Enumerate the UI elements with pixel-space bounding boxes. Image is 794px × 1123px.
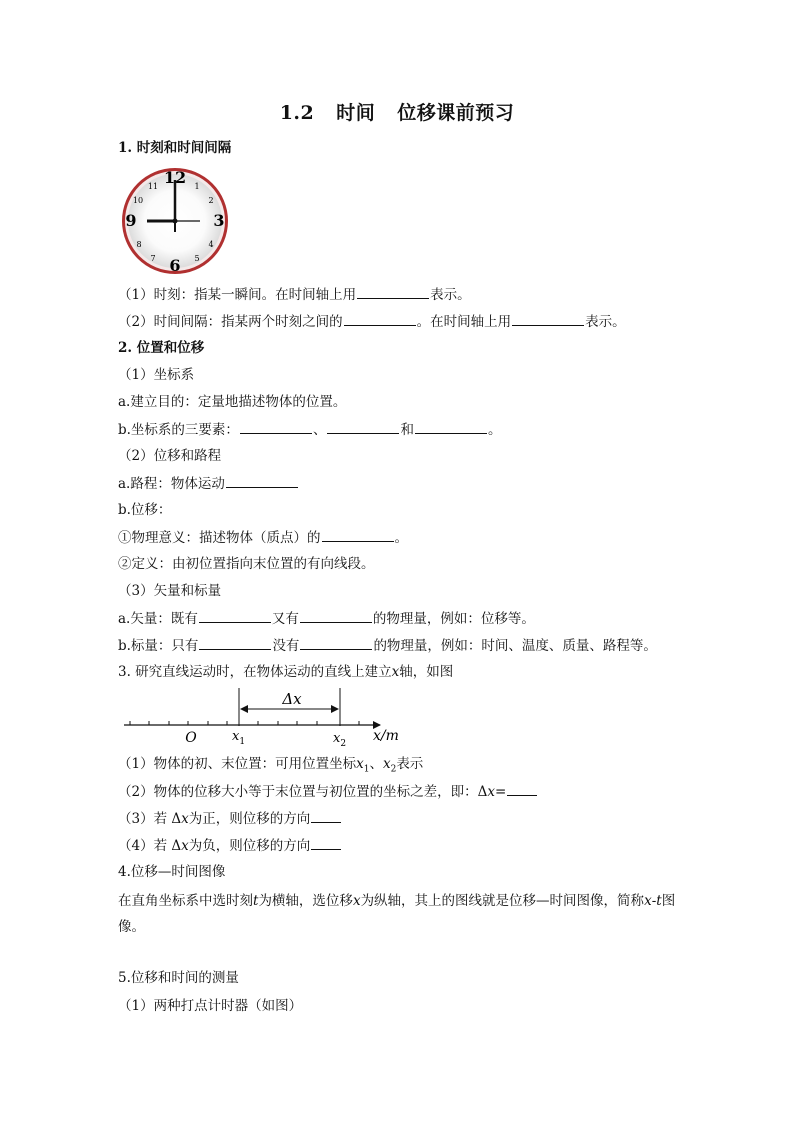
s2-sub3: （3）矢量和标量 [118, 583, 222, 599]
clock-numeral-1: 1 [194, 182, 200, 191]
s1-line-moment: （1）时刻：指某一瞬间。在时间轴上用 表示。 [118, 284, 471, 305]
s2-c2: ②定义：由初位置指向末位置的有向线段。 [118, 556, 375, 572]
s2-b2: b.位移： [118, 502, 172, 518]
axis-unit-label: x/m [373, 728, 399, 744]
s2-a2: a.路程：物体运动 [118, 473, 299, 494]
answer-blank[interactable] [311, 808, 341, 823]
clock-numeral-5: 5 [194, 254, 200, 263]
x2-label: $x_2$ [333, 731, 347, 748]
x1-label: $x_1$ [232, 729, 246, 747]
clock-numeral-6: 6 [169, 256, 181, 275]
section-1-heading: 1. 时刻和时间间隔 [118, 140, 232, 156]
s2-c1: ①物理意义：描述物体（质点）的 。 [118, 527, 408, 548]
clock-numeral-4: 4 [208, 240, 214, 249]
s2-a3: a.矢量：既有 又有 的物理量，例如：位移等。 [118, 608, 535, 629]
s2-sub2: （2）位移和路程 [118, 448, 222, 464]
s2-b3: b.标量：只有 没有 的物理量，例如：时间、温度、质量、路程等。 [118, 635, 657, 656]
section-2-heading: 2. 位置和位移 [118, 340, 205, 356]
s4-paragraph: 在直角坐标系中选时刻t为横轴，选位移x为纵轴，其上的图线就是位移—时间图像，简称x-t图像。 [118, 893, 676, 935]
clock-numeral-11: 11 [147, 182, 159, 191]
section-4-heading: 4.位移—时间图像 [118, 864, 226, 880]
s3-q1: （1）物体的初、末位置：可用位置坐标$x_1$、$x_2$表示 [118, 756, 424, 775]
s2-sub1: （1）坐标系 [118, 367, 195, 383]
clock-illustration [120, 166, 230, 276]
answer-blank[interactable] [240, 419, 312, 434]
coordinate-axis-diagram [118, 688, 418, 748]
s3-q4: （4）若 Δx为负，则位移的方向 [118, 835, 342, 856]
s5-sub1: （1）两种打点计时器（如图） [118, 998, 303, 1014]
clock-numeral-10: 10 [132, 196, 144, 205]
clock-numeral-8: 8 [136, 240, 142, 249]
page-title [0, 98, 794, 125]
answer-blank[interactable] [199, 608, 271, 623]
answer-blank[interactable] [322, 527, 394, 542]
clock-numeral-3: 3 [213, 211, 225, 230]
s3-q3: （3）若 Δx为正，则位移的方向 [118, 808, 342, 829]
answer-blank[interactable] [226, 473, 298, 488]
delta-x-label: Δx [282, 690, 302, 708]
s2-a1: a.建立目的：定量地描述物体的位置。 [118, 394, 347, 410]
answer-blank[interactable] [507, 781, 537, 796]
clock-numeral-2: 2 [208, 196, 214, 205]
answer-blank[interactable] [311, 835, 341, 850]
answer-blank[interactable] [512, 311, 584, 326]
answer-blank[interactable] [415, 419, 487, 434]
s1-line-interval: （2）时间间隔：指某两个时刻之间的 。在时间轴上用 表示。 [118, 311, 626, 332]
answer-blank[interactable] [199, 635, 271, 650]
s2-b1: b.坐标系的三要素： 、 和 。 [118, 419, 501, 440]
answer-blank[interactable] [327, 419, 399, 434]
clock-numeral-9: 9 [125, 211, 137, 230]
clock-numeral-7: 7 [150, 254, 156, 263]
title-word-time: 时间 [336, 102, 376, 124]
clock-numeral-12: 12 [163, 168, 187, 187]
answer-blank[interactable] [300, 608, 372, 623]
title-word-displacement: 位移课前预习 [397, 102, 515, 124]
section-5-heading: 5.位移和时间的测量 [118, 970, 239, 986]
answer-blank[interactable] [300, 635, 372, 650]
origin-label: O [185, 730, 197, 746]
answer-blank[interactable] [344, 311, 416, 326]
title-number: 1.2 [279, 102, 315, 124]
s3-intro: 3. 研究直线运动时，在物体运动的直线上建立x轴，如图 [118, 664, 454, 680]
s3-q2: （2）物体的位移大小等于末位置与初位置的坐标之差，即：Δx= [118, 781, 538, 802]
answer-blank[interactable] [357, 284, 429, 299]
